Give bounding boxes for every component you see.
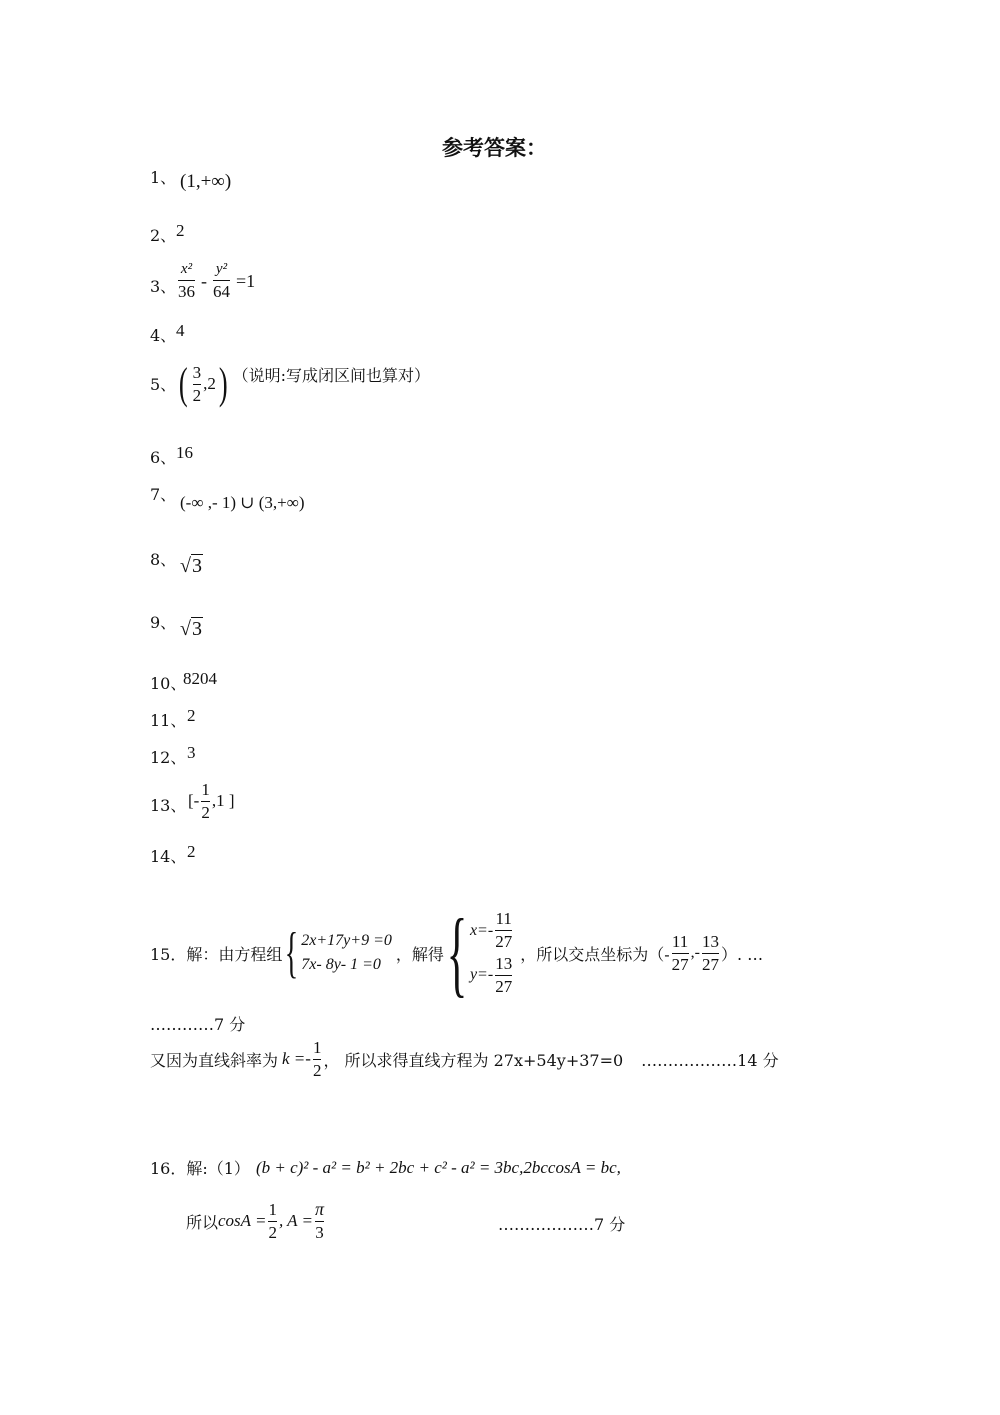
question-16-angle-prefix: , A = [278, 1211, 313, 1230]
question-15-slope-fraction [313, 1039, 322, 1080]
question-16-score: ………………7 分 [498, 1215, 626, 1234]
question-15-sol-y-prefix: y=- [469, 966, 494, 984]
question-16-equation: (b + c)² - a² = b² + 2bc + c² - a² = 3bc,2bccosA = bc, [255, 1157, 621, 1177]
answer-3-rhs: =1 [236, 270, 256, 291]
answer-14-number: 14、 [150, 847, 187, 866]
question-16-angle-numerator: π [314, 1199, 325, 1220]
answer-5-fraction [193, 364, 202, 405]
answer-9-sqrt: √3 [180, 618, 202, 640]
question-15-sol-y-numerator: 13 [495, 954, 513, 973]
question-15-sol-x-fraction [495, 910, 512, 951]
question-16-angle-fraction [315, 1200, 324, 1242]
question-15-coord-end: ）. … [720, 944, 764, 964]
answer-3-x-numerator: x² [180, 261, 193, 277]
question-16-angle-denominator: 3 [315, 1223, 324, 1243]
question-15-coord-sep: ,- [690, 944, 700, 961]
question-16-so-text: 所以 [186, 1212, 219, 1232]
question-15-coord-x-fraction [672, 933, 689, 974]
answer-11-value: 2 [187, 706, 196, 725]
answer-3-minus: - [201, 270, 207, 291]
question-16-cos-fraction [268, 1201, 277, 1242]
question-15-sol-x-denominator: 27 [495, 932, 513, 952]
answer-5-numerator: 3 [192, 362, 202, 382]
question-15-solved-text: ，解得 [395, 944, 444, 964]
answer-5-formula [176, 359, 430, 408]
answer-11-number: 11、 [150, 711, 187, 730]
answer-7-number: 7、 [150, 485, 177, 504]
answer-2-value: 2 [176, 221, 185, 240]
question-15-sol-x-numerator: 11 [495, 909, 512, 929]
question-16-cos-prefix: cosA = [218, 1211, 267, 1230]
answer-13-number: 13、 [150, 796, 187, 815]
question-15-score-2: ………………14 分 [641, 1050, 779, 1070]
question-15-slope-denominator: 2 [312, 1060, 322, 1080]
question-15-coord-y-denominator: 27 [701, 954, 719, 974]
answer-5-number: 5、 [150, 375, 177, 394]
question-15-label: 15．解：由方程组 [150, 944, 283, 964]
answer-3-fraction-y [213, 262, 230, 301]
question-15-slope-text: 又因为直线斜率为 [150, 1050, 279, 1070]
question-15-coord-y-numerator: 13 [701, 931, 719, 951]
question-15-slope-numerator: 1 [312, 1037, 322, 1057]
question-15-system [301, 929, 392, 977]
answer-6-value: 16 [176, 443, 193, 462]
answer-12-value: 3 [187, 743, 196, 762]
answer-3-number: 3、 [150, 277, 177, 296]
answer-5-left-paren: ( [178, 359, 188, 408]
answer-4-value: 4 [176, 321, 185, 340]
question-15-equation-2: 7x- 8y- 1 =0 [301, 956, 381, 973]
answer-2-number: 2、 [150, 226, 177, 245]
question-16-line1 [150, 1156, 621, 1179]
answer-3-formula [176, 262, 255, 301]
answer-3-fraction-x [178, 262, 195, 301]
question-16-cos-numerator: 1 [268, 1199, 277, 1219]
question-15-line-equation: ， 所以求得直线方程为 27x+54y+37=0 [323, 1050, 624, 1070]
answer-8-radicand: 3 [191, 555, 202, 577]
question-15-coord-x-numerator: 11 [671, 931, 689, 951]
answer-1-number: 1、 [150, 168, 177, 187]
question-16-cos-denominator: 2 [268, 1222, 277, 1242]
question-15-slope-prefix: k =- [282, 1049, 311, 1068]
question-15-solution [470, 910, 514, 995]
answer-13-numerator: 1 [201, 780, 210, 799]
answer-13-formula [188, 781, 235, 822]
answer-13-prefix: [- [188, 791, 200, 811]
answer-6-number: 6、 [150, 448, 177, 467]
question-15-sol-y-denominator: 27 [495, 976, 513, 996]
question-15-line1 [150, 899, 764, 1006]
answer-1-value: (1,+∞) [180, 171, 232, 192]
question-15-coord-y-fraction [702, 933, 719, 974]
answer-14-value: 2 [187, 842, 196, 861]
question-15-sol-x-prefix: x=- [469, 921, 494, 939]
question-15-solution-brace: { [446, 899, 468, 1006]
answer-5-tail: ,2 [203, 374, 216, 393]
question-16-line2 [186, 1196, 326, 1246]
answer-5-right-paren: ) [218, 359, 228, 408]
answer-12-number: 12、 [150, 748, 187, 767]
question-15-coord-text: ，所以交点坐标为（- [520, 944, 670, 964]
question-15-sol-y-fraction [495, 955, 512, 996]
answer-13-tail: ,1 ] [211, 791, 235, 811]
question-15-line2 [150, 1034, 779, 1084]
answer-4-number: 4、 [150, 326, 177, 345]
answer-3-y-denominator: 64 [213, 281, 230, 301]
answer-5-note: （说明:写成闭区间也算对） [232, 365, 430, 385]
page-title: 参考答案： [442, 136, 547, 160]
question-15-system-brace: { [285, 922, 299, 984]
answer-9-number: 9、 [150, 613, 177, 632]
question-15-score-1: …………7 分 [150, 1015, 246, 1034]
answer-8-number: 8、 [150, 550, 177, 569]
answer-13-fraction [201, 781, 210, 822]
question-16-label: 16．解:（1） [150, 1159, 250, 1178]
answer-3-x-denominator: 36 [178, 281, 195, 301]
answer-7-value: (-∞ ,- 1) ∪ (3,+∞) [180, 493, 305, 512]
answer-8-sqrt: √3 [180, 555, 202, 577]
answer-3-y-numerator: y² [215, 261, 228, 277]
answer-5-denominator: 2 [192, 385, 202, 405]
question-15-coord-x-denominator: 27 [671, 954, 689, 974]
answer-10-value: 8204 [183, 669, 217, 688]
answer-10-number: 10、 [150, 674, 187, 693]
question-15-equation-1: 2x+17y+9 =0 [301, 932, 392, 949]
answer-13-denominator: 2 [201, 802, 210, 822]
answer-9-radicand: 3 [191, 618, 202, 640]
